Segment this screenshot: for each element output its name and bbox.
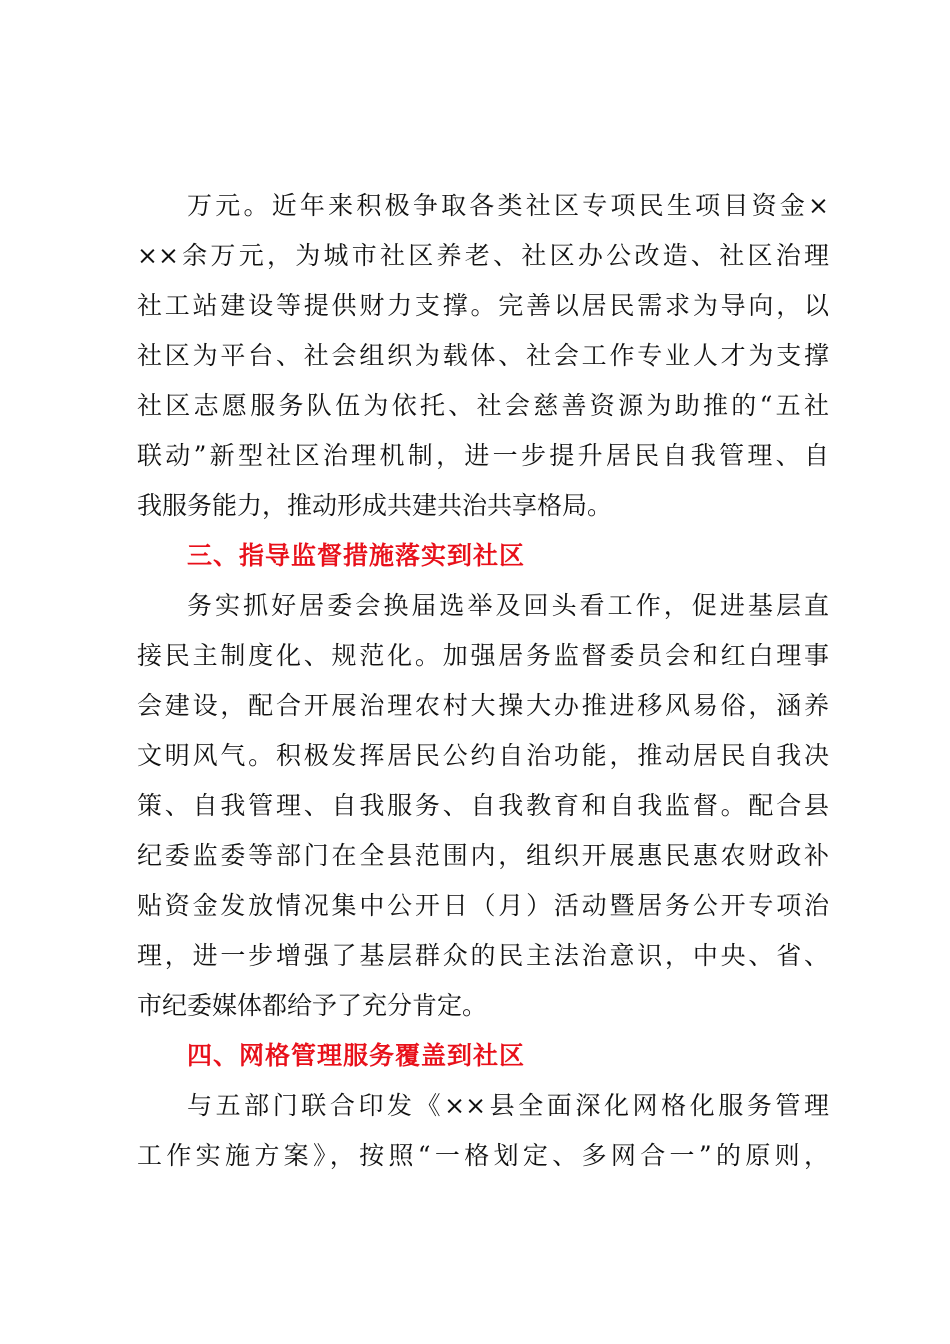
- paragraph-1-line-7: 我服务能力，推动形成共建共治共享格局。: [137, 491, 613, 520]
- section-3-line-6: 纪委监委等部门在全县范围内，组织开展惠民惠农财政补: [137, 841, 829, 870]
- section-4-heading: 四、网格管理服务覆盖到社区: [187, 1041, 526, 1070]
- paragraph-1-line-6: 联动”新型社区治理机制，进一步提升居民自我管理、自: [137, 441, 829, 470]
- section-3-line-1: 务实抓好居委会换届选举及回头看工作，促进基层直: [187, 591, 829, 620]
- section-4-line-2: 工作实施方案》，按照“一格划定、多网合一”的原则，: [137, 1141, 829, 1170]
- section-3-line-5: 策、自我管理、自我服务、自我教育和自我监督。配合县: [137, 791, 829, 820]
- section-3-line-8: 理，进一步增强了基层群众的民主法治意识，中央、省、: [137, 941, 829, 970]
- paragraph-1-line-5: 社区志愿服务队伍为依托、社会慈善资源为助推的“五社: [137, 391, 829, 420]
- paragraph-1-line-2: ××余万元，为城市社区养老、社区办公改造、社区治理: [137, 241, 829, 270]
- paragraph-1-line-3: 社工站建设等提供财力支撑。完善以居民需求为导向，以: [137, 291, 829, 320]
- section-3-heading: 三、指导监督措施落实到社区: [187, 541, 526, 570]
- section-3-line-7: 贴资金发放情况集中公开日（月）活动暨居务公开专项治: [137, 891, 829, 920]
- section-3-line-4: 文明风气。积极发挥居民公约自治功能，推动居民自我决: [137, 741, 829, 770]
- section-3-line-9: 市纪委媒体都给予了充分肯定。: [137, 991, 488, 1020]
- section-3-line-2: 接民主制度化、规范化。加强居务监督委员会和红白理事: [137, 641, 829, 670]
- paragraph-1-line-4: 社区为平台、社会组织为载体、社会工作专业人才为支撑: [137, 341, 829, 370]
- section-4-line-1: 与五部门联合印发《××县全面深化网格化服务管理: [187, 1091, 829, 1120]
- paragraph-1-line-1: 万元。近年来积极争取各类社区专项民生项目资金×: [187, 191, 829, 220]
- section-3-line-3: 会建设，配合开展治理农村大操大办推进移风易俗，涵养: [137, 691, 829, 720]
